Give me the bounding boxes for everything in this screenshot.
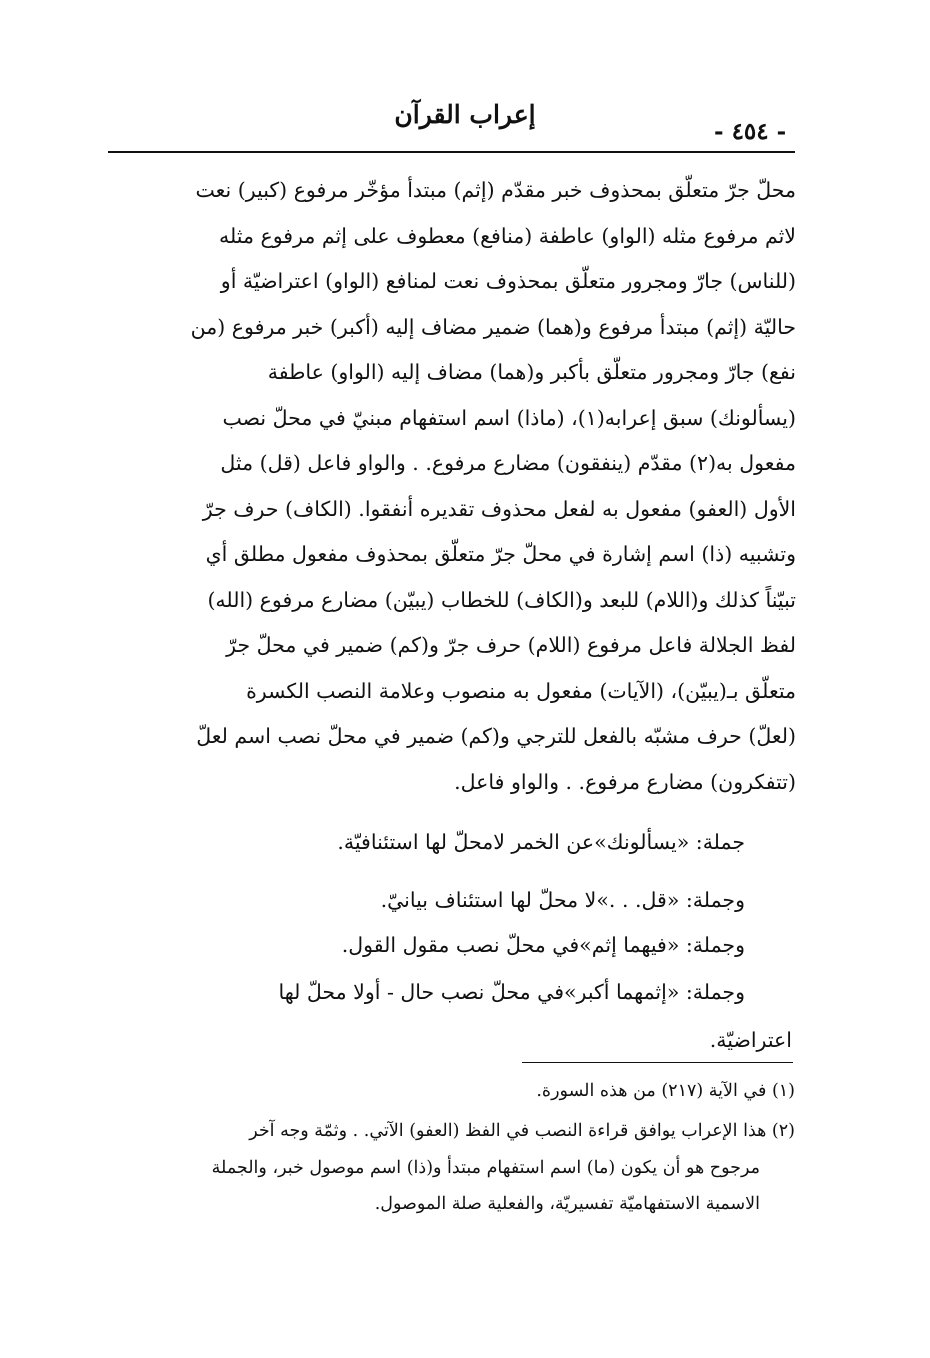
body-line: (يسألونك) سبق إعرابه(١)، (ماذا) اسم استفهام مبنيّ في محلّ نصب bbox=[222, 405, 796, 430]
irab-body-text bbox=[106, 168, 796, 805]
body-line: لاثم مرفوع مثله (الواو) عاطفة (منافع) معطوف على إثم مرفوع مثله bbox=[219, 223, 796, 248]
running-header-title: إعراب القرآن bbox=[394, 100, 536, 129]
body-line: نفع) جارّ ومجرور متعلّق بأكبر و(هما) مضاف إليه (الواو) عاطفة bbox=[267, 360, 796, 384]
body-line: (تتفكرون) مضارع مرفوع. . والواو فاعل. bbox=[454, 769, 796, 794]
jumla-line: اعتراضيّة. bbox=[709, 1028, 792, 1052]
body-line: لفظ الجلالة فاعل مرفوع (اللام) حرف جرّ و(كم) ضمير في محلّ جرّ bbox=[226, 633, 796, 657]
jumla-line: وجملة: «إثمهما أكبر»في محلّ نصب حال - أولا محلّ لها bbox=[278, 980, 745, 1004]
body-line: (لعلّ) حرف مشبّه بالفعل للترجي و(كم) ضمير في محلّ نصب اسم لعلّ bbox=[196, 724, 796, 748]
jumla-line: وجملة: «قل. . .»لا محلّ لها استئناف بيانيّ. bbox=[380, 888, 745, 912]
footnote-1: (١) في الآية (٢١٧) من هذه السورة. bbox=[536, 1081, 795, 1101]
footnote-2-line: الاسمية الاستفهاميّة تفسيريّة، والفعلية صلة الموصول. bbox=[374, 1194, 760, 1214]
body-line: وتشبيه (ذا) اسم إشارة في محلّ جرّ متعلّق بمحذوف مفعول مطلق أي bbox=[205, 542, 796, 566]
body-line: الأول (العفو) مفعول به لفعل محذوف تقديره أنفقوا. (الكاف) حرف جرّ bbox=[202, 496, 796, 521]
header-divider bbox=[108, 151, 795, 153]
body-line: (للناس) جارّ ومجرور متعلّق بمحذوف نعت لمنافع (الواو) اعتراضيّة أو bbox=[220, 269, 796, 293]
body-line: مفعول به(٢) مقدّم (ينفقون) مضارع مرفوع. . والواو فاعل (قل) مثل bbox=[220, 451, 796, 475]
body-line: تبيّناً كذلك و(اللام) للبعد و(الكاف) للخطاب (يبيّن) مضارع مرفوع (الله) bbox=[207, 587, 796, 612]
body-line: حاليّة (إثم) مبتدأ مرفوع و(هما) ضمير مضاف إليه (أكبر) خبر مرفوع (من bbox=[190, 314, 796, 339]
body-line: محلّ جرّ متعلّق بمحذوف خبر مقدّم (إثم) مبتدأ مؤخّر مرفوع (كبير) نعت bbox=[195, 178, 796, 202]
footnote-divider bbox=[522, 1062, 793, 1063]
footnote-2-line: (٢) هذا الإعراب يوافق قراءة النصب في الفظ (العفو) الآتي. . وثمّة وجه آخر bbox=[249, 1121, 795, 1141]
body-line: متعلّق بـ(يبيّن)، (الآيات) مفعول به منصوب وعلامة النصب الكسرة bbox=[246, 678, 796, 703]
page-number: - ٤٥٤ - bbox=[714, 118, 787, 145]
jumla-line: وجملة: «فيهما إثم»في محلّ نصب مقول القول. bbox=[341, 933, 745, 957]
footnote-2-line: مرجوح هو أن يكون (ما) اسم استفهام مبتدأ و(ذا) اسم موصول خبر، والجملة bbox=[211, 1158, 760, 1178]
jumla-line: جملة: «يسألونك»عن الخمر لامحلّ لها استئنافيّة. bbox=[337, 830, 745, 854]
